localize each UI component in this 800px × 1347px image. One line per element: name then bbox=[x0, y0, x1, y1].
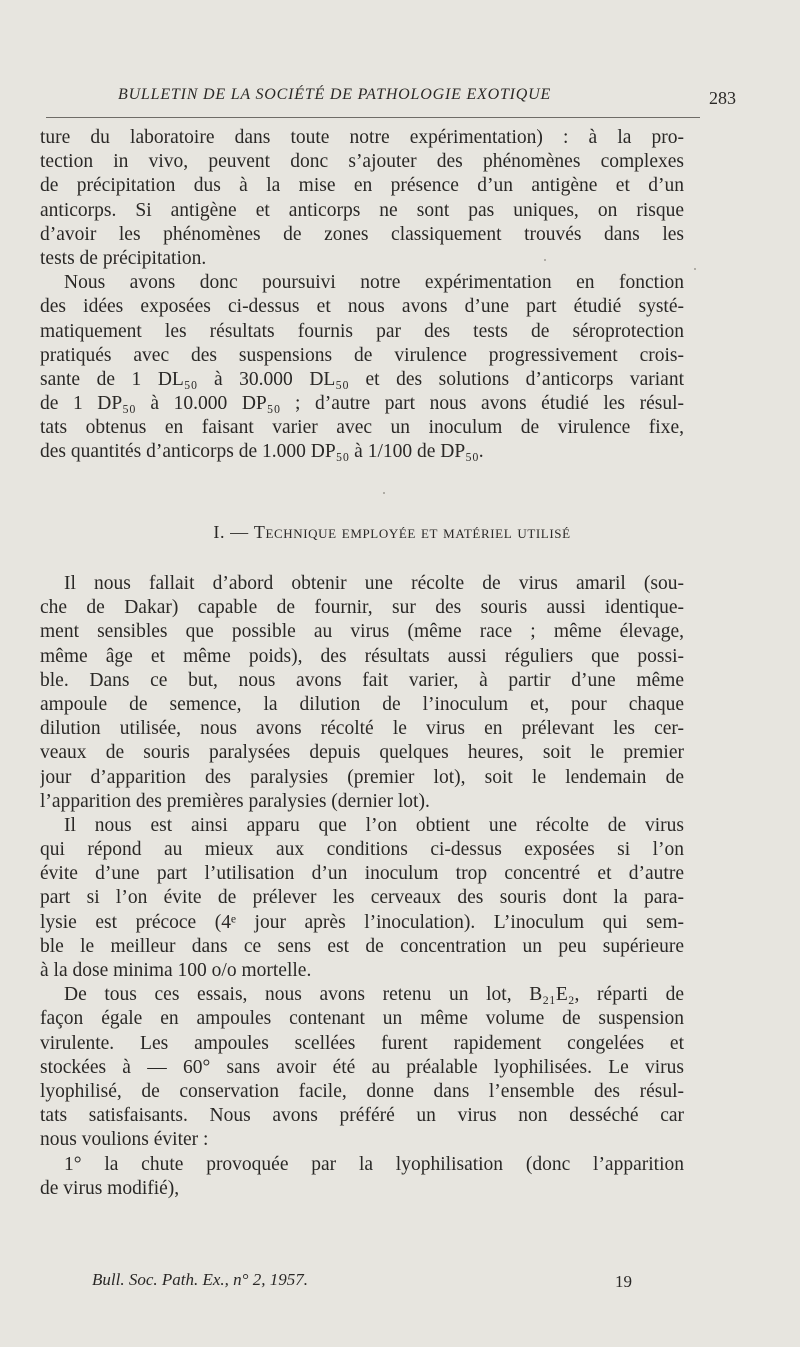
text-line: ampoule de semence, la dilution de l’inoculum et, pour chaque bbox=[40, 693, 684, 715]
text-line: même âge et même poids), des résultats aussi réguliers que possi- bbox=[40, 645, 684, 667]
text-line: nous voulions éviter : bbox=[40, 1129, 209, 1151]
print-speck bbox=[544, 259, 546, 261]
paragraph-1 bbox=[40, 126, 684, 271]
text-line: Il nous fallait d’abord obtenir une récolte de virus amaril (sou- bbox=[64, 573, 684, 594]
text-line: ture du laboratoire dans toute notre expérimentation) : à la pro- bbox=[40, 127, 684, 148]
text-line: pratiqués avec des suspensions de virulence progressivement crois- bbox=[40, 344, 684, 366]
text-line: veaux de souris paralysées depuis quelques heures, soit le premier bbox=[40, 742, 684, 764]
section-title: Technique employée et matériel utilisé bbox=[253, 522, 571, 542]
text-line: de précipitation dus à la mise en présence d’un antigène et d’un bbox=[40, 175, 684, 197]
paragraph-6 bbox=[40, 1153, 684, 1201]
paragraph-3 bbox=[40, 572, 684, 814]
text-line: anticorps. Si antigène et anticorps ne sont pas uniques, on risque bbox=[40, 199, 684, 221]
text-line: de 1 DP₅₀ à 10.000 DP₅₀ ; d’autre part nous avons étudié les résul- bbox=[40, 393, 684, 415]
text-line: Il nous est ainsi apparu que l’on obtient une récolte de virus bbox=[64, 814, 684, 836]
header-rule bbox=[46, 117, 700, 118]
page-number: 283 bbox=[709, 88, 736, 108]
body-text-main bbox=[40, 572, 684, 1201]
text-line: évite d’une part l’utilisation d’un inoculum trop concentré et d’autre bbox=[40, 863, 684, 885]
text-line: Nous avons donc poursuivi notre expérimentation en fonction bbox=[64, 272, 684, 294]
paragraph-2 bbox=[40, 271, 684, 465]
body-text-top bbox=[40, 126, 684, 465]
print-speck bbox=[694, 268, 696, 270]
page-footer bbox=[92, 1270, 632, 1298]
running-head bbox=[40, 86, 736, 116]
running-title: BULLETIN DE LA SOCIÉTÉ DE PATHOLOGIE EXOTIQUE bbox=[118, 86, 552, 103]
text-line: des quantités d’anticorps de 1.000 DP₅₀ à 1/100 de DP₅₀. bbox=[40, 441, 484, 463]
text-line: De tous ces essais, nous avons retenu un lot, B₂₁E₂, réparti de bbox=[64, 984, 684, 1006]
text-line: virulente. Les ampoules scellées furent rapidement congelées et bbox=[40, 1032, 684, 1054]
paragraph-4 bbox=[40, 814, 684, 983]
text-line: tection in vivo, peuvent donc s’ajouter des phénomènes complexes bbox=[40, 151, 684, 173]
text-line: 1° la chute provoquée par la lyophilisation (donc l’apparition bbox=[64, 1153, 684, 1175]
text-line: façon égale en ampoules contenant un même volume de suspension bbox=[40, 1008, 684, 1030]
text-line: matiquement les résultats fournis par des tests de séroprotection bbox=[40, 320, 684, 342]
text-line: stockées à — 60° sans avoir été au préalable lyophilisées. Le virus bbox=[40, 1056, 684, 1078]
text-line: tests de précipitation. bbox=[40, 247, 207, 269]
text-line: jour d’apparition des paralysies (premier lot), soit le lendemain de bbox=[40, 766, 684, 788]
text-line: tats obtenus en faisant varier avec un inoculum de virulence fixe, bbox=[40, 417, 684, 439]
text-line: sante de 1 DL₅₀ à 30.000 DL₅₀ et des solutions d’anticorps variant bbox=[40, 368, 684, 390]
journal-citation: Bull. Soc. Path. Ex., n° 2, 1957. bbox=[92, 1270, 308, 1289]
text-line: lyophilisé, de conservation facile, donne dans l’ensemble des résul- bbox=[40, 1080, 684, 1102]
text-line: des idées exposées ci-dessus et nous avons d’une part étudié systé- bbox=[40, 296, 684, 318]
text-line: qui répond au mieux aux conditions ci-dessus exposées si l’on bbox=[40, 839, 684, 861]
text-line: che de Dakar) capable de fournir, sur des souris aussi identique- bbox=[40, 597, 684, 619]
text-line: part si l’on évite de prélever les cerveaux des souris dont la para- bbox=[40, 887, 684, 909]
text-line: ble. Dans ce but, nous avons fait varier, à partir d’une même bbox=[40, 669, 684, 691]
print-speck bbox=[383, 492, 385, 494]
text-line: d’avoir les phénomènes de zones classiquement trouvés dans les bbox=[40, 223, 684, 245]
signature-number: 19 bbox=[615, 1272, 632, 1291]
text-line: ment sensibles que possible au virus (même race ; même élevage, bbox=[40, 621, 684, 643]
text-line: ble le meilleur dans ce sens est de concentration un peu supérieure bbox=[40, 935, 684, 957]
text-line: lysie est précoce (4ᵉ jour après l’inoculation). L’inoculum qui sem- bbox=[40, 911, 684, 933]
paragraph-5 bbox=[40, 983, 684, 1152]
text-line: tats satisfaisants. Nous avons préféré un virus non desséché car bbox=[40, 1105, 684, 1127]
section-heading bbox=[40, 522, 744, 543]
section-number: I. — bbox=[213, 522, 254, 542]
text-line: l’apparition des premières paralysies (dernier lot). bbox=[40, 790, 430, 812]
text-line: de virus modifié), bbox=[40, 1177, 180, 1199]
text-line: dilution utilisée, nous avons récolté le virus en prélevant les cer- bbox=[40, 718, 684, 740]
text-line: à la dose minima 100 o/o mortelle. bbox=[40, 960, 312, 981]
